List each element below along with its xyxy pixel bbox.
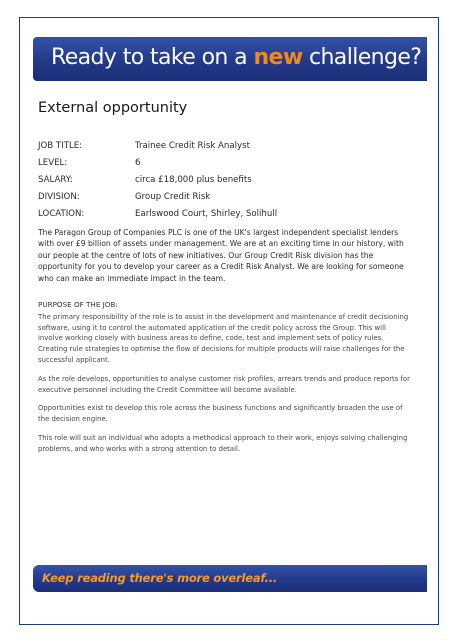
purpose-paragraph: Opportunities exist to develop this role across the business functions and significantly broaden the use of the decision engine. bbox=[38, 404, 403, 424]
purpose-heading: PURPOSE OF THE JOB: bbox=[38, 300, 118, 309]
detail-value: Trainee Credit Risk Analyst bbox=[135, 140, 250, 151]
footer-banner bbox=[33, 565, 427, 592]
purpose-paragraph: This role will suit an individual who adopts a methodical approach to their work, enjoys solving challenging problems, and who works with a strong attention to detail. bbox=[38, 433, 408, 453]
detail-row-division bbox=[38, 188, 408, 205]
detail-row-location bbox=[38, 205, 408, 222]
headline-text-start: Ready to take on a bbox=[51, 45, 248, 70]
headline-banner bbox=[33, 37, 427, 81]
detail-label: DIVISION: bbox=[38, 191, 80, 202]
headline bbox=[51, 44, 421, 72]
detail-label: LOCATION: bbox=[38, 208, 85, 219]
detail-value: Earlswood Court, Shirley, Solihull bbox=[135, 208, 278, 219]
detail-value: Group Credit Risk bbox=[135, 191, 211, 202]
detail-row-level bbox=[38, 154, 408, 171]
detail-value: 6 bbox=[135, 157, 141, 168]
detail-value: circa £18,000 plus benefits bbox=[135, 174, 252, 185]
detail-row-job-title bbox=[38, 137, 408, 154]
purpose-paragraph: As the role develops, opportunities to analyse customer risk profiles, arrears trends and produce reports for executive personnel including the Credit Committee will become available. bbox=[38, 374, 410, 394]
section-title: External opportunity bbox=[38, 100, 188, 116]
job-details bbox=[38, 137, 408, 222]
headline-text-end: challenge? bbox=[308, 45, 422, 70]
purpose-paragraph: The primary responsibility of the role is to assist in the development and maintenance of credit decisioning software, using it to control the automated application of the credit policy across the Group. This will involve working closely with business areas to define, code, test and implement sets of policy rules. Creating rule strategies to optimise the flow of decisions for multiple products will raise challenges for the successful applicant. bbox=[38, 312, 409, 364]
detail-label: SALARY: bbox=[38, 174, 73, 185]
intro-paragraph: The Paragon Group of Companies PLC is one of the UK's largest independent specialist lenders with over £9 billion of assets under management. We are at an exciting time in our history, with our people at the centre of lots of new initiatives. Our Group Credit Risk division has the opportunity for you to develop your career as a Credit Risk Analyst. We are looking for someone who can make an immediate impact in the team. bbox=[38, 228, 404, 283]
detail-label: JOB TITLE: bbox=[38, 140, 83, 151]
job-purpose bbox=[38, 300, 410, 463]
footer-text: Keep reading there's more overleaf... bbox=[42, 571, 278, 585]
detail-label: LEVEL: bbox=[38, 157, 68, 168]
headline-accent-word: new bbox=[253, 45, 303, 70]
detail-row-salary bbox=[38, 171, 408, 188]
